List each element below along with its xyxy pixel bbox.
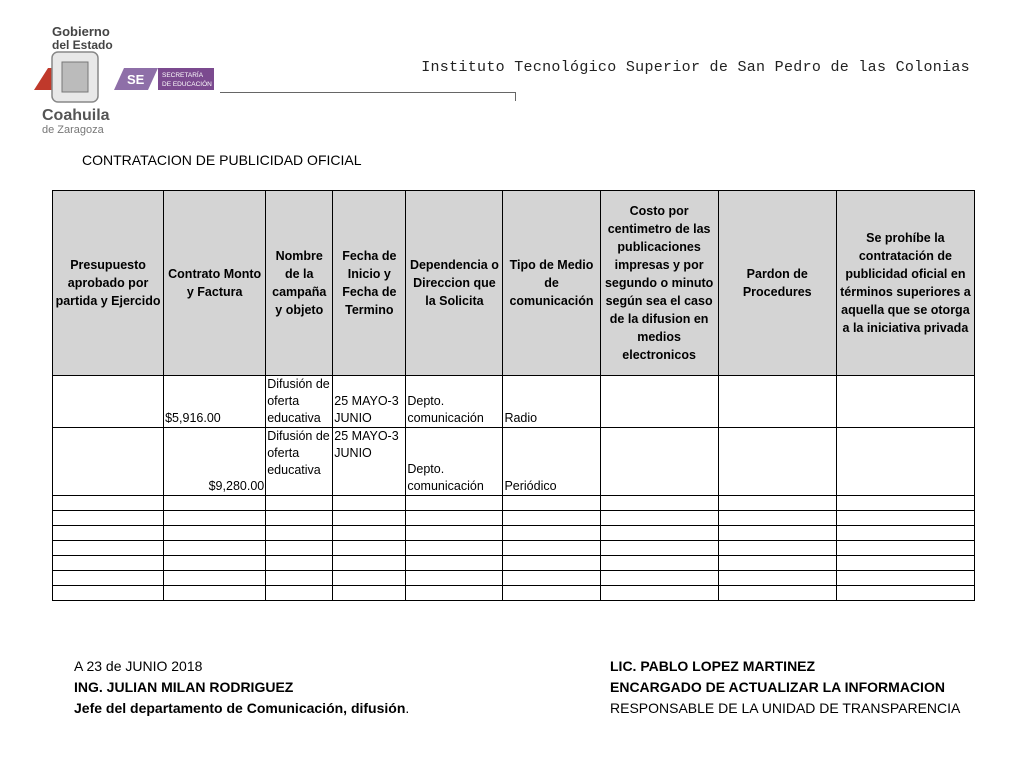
table-row-empty bbox=[53, 496, 975, 511]
cell-padron bbox=[718, 376, 836, 428]
table-row-empty bbox=[53, 571, 975, 586]
cell-dependencia: Depto. comunicación bbox=[406, 376, 503, 428]
cell-costo bbox=[600, 428, 718, 496]
table-row-empty bbox=[53, 586, 975, 601]
header-divider-tick bbox=[515, 92, 516, 101]
header-fecha: Fecha de Inicio y Fecha de Termino bbox=[333, 191, 406, 376]
signature-right-name: LIC. PABLO LOPEZ MARTINEZ bbox=[610, 658, 816, 674]
header-dependencia: Dependencia o Direccion que la Solicita bbox=[406, 191, 503, 376]
table-row-empty bbox=[53, 526, 975, 541]
signature-left-role: Jefe del departamento de Comunicación, difusión. bbox=[74, 700, 410, 716]
institute-name: Instituto Tecnológico Superior de San Pedro de las Colonias bbox=[421, 59, 970, 76]
cell-medio: Periódico bbox=[503, 428, 600, 496]
table-row-empty bbox=[53, 511, 975, 526]
header-costo: Costo por centimetro de las publicaciones impresas y por segundo o minuto según sea el caso de la difusion en medios electronicos bbox=[600, 191, 718, 376]
cell-prohibe bbox=[836, 428, 974, 496]
publicity-table bbox=[52, 190, 975, 601]
signature-right-role1: ENCARGADO DE ACTUALIZAR LA INFORMACION bbox=[610, 679, 945, 695]
cell-prohibe bbox=[836, 376, 974, 428]
svg-text:DE EDUCACIÓN: DE EDUCACIÓN bbox=[162, 81, 212, 88]
cell-presupuesto bbox=[53, 428, 164, 496]
coahuila-logo bbox=[28, 22, 218, 138]
table-row bbox=[53, 376, 975, 428]
table-header-row bbox=[53, 191, 975, 376]
header-tipo-medio: Tipo de Medio de comunicación bbox=[503, 191, 600, 376]
svg-text:SE: SE bbox=[127, 72, 145, 87]
signature-left bbox=[74, 656, 409, 719]
table-row-empty bbox=[53, 556, 975, 571]
header-campana: Nombre de la campaña y objeto bbox=[266, 191, 333, 376]
signature-right bbox=[610, 656, 960, 719]
logo-line1: Gobierno bbox=[52, 24, 110, 39]
signature-right-role2: RESPONSABLE DE LA UNIDAD DE TRANSPARENCIA bbox=[610, 700, 961, 716]
cell-fecha: 25 MAYO-3 JUNIO bbox=[333, 376, 406, 428]
header-contrato: Contrato Monto y Factura bbox=[164, 191, 266, 376]
cell-monto: $9,280.00 bbox=[164, 428, 266, 496]
svg-text:SECRETARÍA: SECRETARÍA bbox=[162, 72, 204, 79]
cell-fecha: 25 MAYO-3 JUNIO bbox=[333, 428, 406, 496]
logo-line2: del Estado bbox=[52, 38, 113, 52]
cell-costo bbox=[600, 376, 718, 428]
signature-left-name: ING. JULIAN MILAN RODRIGUEZ bbox=[74, 679, 294, 695]
cell-dependencia: Depto. comunicación bbox=[406, 428, 503, 496]
table-row-empty bbox=[53, 541, 975, 556]
cell-medio: Radio bbox=[503, 376, 600, 428]
cell-padron bbox=[718, 428, 836, 496]
document-title: CONTRATACION DE PUBLICIDAD OFICIAL bbox=[82, 152, 362, 168]
table-row bbox=[53, 428, 975, 496]
cell-campana: Difusión de oferta educativa bbox=[266, 376, 333, 428]
logo-state-sub: de Zaragoza bbox=[42, 124, 104, 136]
header-padron: Pardon de Procedures bbox=[718, 191, 836, 376]
cell-presupuesto bbox=[53, 376, 164, 428]
header-presupuesto: Presupuesto aprobado por partida y Ejercido bbox=[53, 191, 164, 376]
logo-state: Coahuila bbox=[42, 107, 110, 124]
signature-date: A 23 de JUNIO 2018 bbox=[74, 658, 203, 674]
cell-campana: Difusión de oferta educativa bbox=[266, 428, 333, 496]
header-divider bbox=[220, 92, 516, 93]
header-prohibe: Se prohíbe la contratación de publicidad oficial en términos superiores a aquella que se otorga a la iniciativa privada bbox=[836, 191, 974, 376]
cell-monto: $5,916.00 bbox=[164, 376, 266, 428]
